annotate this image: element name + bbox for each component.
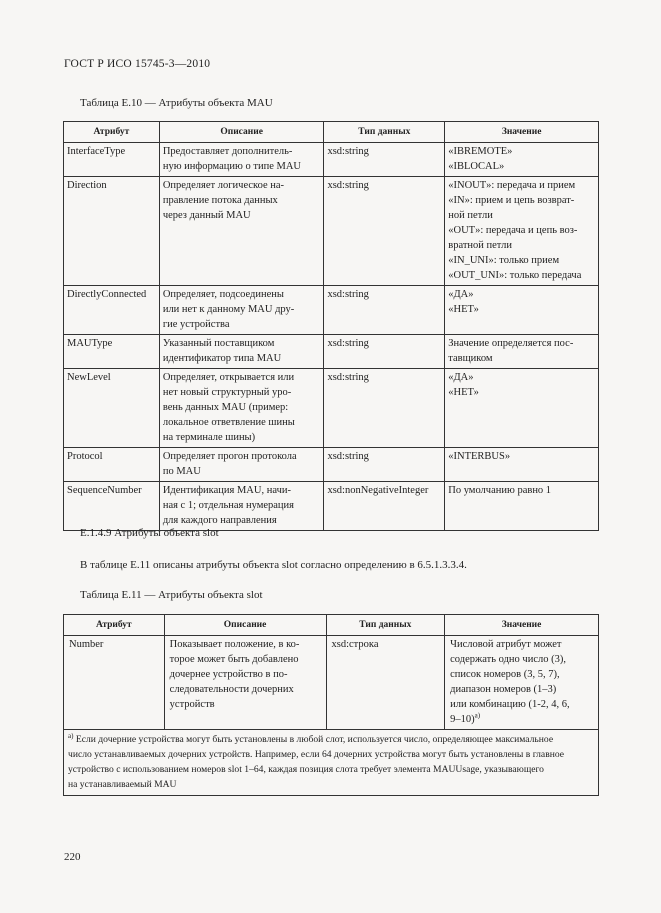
col-header: Тип данных [326, 615, 445, 636]
col-header: Описание [164, 615, 326, 636]
footnote: $^{a)}$ Если дочерние устройства могут быть установлены в любой слот, используется число, определяющее максимальное число устанавливаемых дочерних устройств. Например, если 64 дочерних устройства могут быть установлены в главное устройство с использованием номеров slot 1–64, каждая позиция слота требует элемента MAUUsage, указывающего на устанавливаемый MAU [64, 730, 599, 796]
document-header: ГОСТ Р ИСО 15745-3—2010 [64, 58, 211, 70]
footnote-mark: a) [68, 731, 74, 740]
table-row [64, 143, 599, 177]
cell-description: Определяет логическое на- правление потока данных через данный MAU [159, 177, 324, 286]
cell-value: Числовой атрибут может содержать одно число (3), список номеров (3, 5, 7), диапазон номеров (1–3) или комбинацию (1-2, 4, 6, 9–10)$^{a)}$ [445, 636, 599, 730]
cell-type: xsd:string [324, 369, 445, 448]
cell-value: «IBREMOTE» «IBLOCAL» [445, 143, 599, 177]
col-header: Значение [445, 615, 599, 636]
table-row [64, 335, 599, 369]
cell-type: xsd:строка [326, 636, 445, 730]
cell-attribute: Protocol [64, 448, 160, 482]
table-row [64, 448, 599, 482]
table-row [64, 482, 599, 531]
cell-attribute: Direction [64, 177, 160, 286]
col-header: Атрибут [64, 122, 160, 143]
cell-type: xsd:string [324, 286, 445, 335]
mau-attributes-table [63, 121, 599, 531]
cell-attribute: InterfaceType [64, 143, 160, 177]
cell-description: Определяет прогон протокола по MAU [159, 448, 324, 482]
cell-type: xsd:string [324, 448, 445, 482]
slot-attributes-table [63, 614, 599, 796]
table-row [64, 286, 599, 335]
col-header: Атрибут [64, 615, 165, 636]
cell-attribute: MAUType [64, 335, 160, 369]
footnote-ref: a) [474, 711, 481, 720]
col-header: Описание [159, 122, 324, 143]
cell-description: Предоставляет дополнитель- ную информацию о типе MAU [159, 143, 324, 177]
paragraph: В таблице Е.11 описаны атрибуты объекта slot согласно определению в 6.5.1.3.3.4. [80, 559, 467, 571]
cell-value: «ДА» «НЕТ» [445, 369, 599, 448]
cell-value: «INOUT»: передача и прием «IN»: прием и цепь возврат- ной петли «OUT»: передача и цепь воз- вратной петли «IN_UNI»: только прием «OUT_UNI»: только передача [445, 177, 599, 286]
table-row [64, 177, 599, 286]
table1-caption: Таблица Е.10 — Атрибуты объекта MAU [80, 97, 273, 109]
col-header: Тип данных [324, 122, 445, 143]
cell-type: xsd:string [324, 143, 445, 177]
cell-description: Определяет, открывается или нет новый структурный уро- вень данных MAU (пример: локальное ответвление шины на терминале шины) [159, 369, 324, 448]
cell-value: Значение определяется пос- тавщиком [445, 335, 599, 369]
footnote-row [64, 730, 599, 796]
cell-attribute: SequenceNumber [64, 482, 160, 531]
cell-attribute: Number [64, 636, 165, 730]
table-header-row [64, 615, 599, 636]
cell-value: «INTERBUS» [445, 448, 599, 482]
cell-value: «ДА» «НЕТ» [445, 286, 599, 335]
cell-description: Показывает положение, в ко- торое может быть добавлено дочернее устройство в по- следовательности дочерних устройств [164, 636, 326, 730]
table-row [64, 636, 599, 730]
cell-type: xsd:nonNegativeInteger [324, 482, 445, 531]
cell-description: Идентификация MAU, начи- ная с 1; отдельная нумерация для каждого направления [159, 482, 324, 531]
cell-attribute: DirectlyConnected [64, 286, 160, 335]
table-header-row [64, 122, 599, 143]
cell-value: По умолчанию равно 1 [445, 482, 599, 531]
table2-caption: Таблица Е.11 — Атрибуты объекта slot [80, 589, 263, 601]
cell-type: xsd:string [324, 335, 445, 369]
col-header: Значение [445, 122, 599, 143]
cell-description: Определяет, подсоединены или нет к данному MAU дру- гие устройства [159, 286, 324, 335]
table-row [64, 369, 599, 448]
cell-attribute: NewLevel [64, 369, 160, 448]
section-heading: E.1.4.9 Атрибуты объекта slot [80, 527, 219, 539]
page-number: 220 [64, 851, 81, 863]
cell-type: xsd:string [324, 177, 445, 286]
cell-description: Указанный поставщиком идентификатор типа MAU [159, 335, 324, 369]
